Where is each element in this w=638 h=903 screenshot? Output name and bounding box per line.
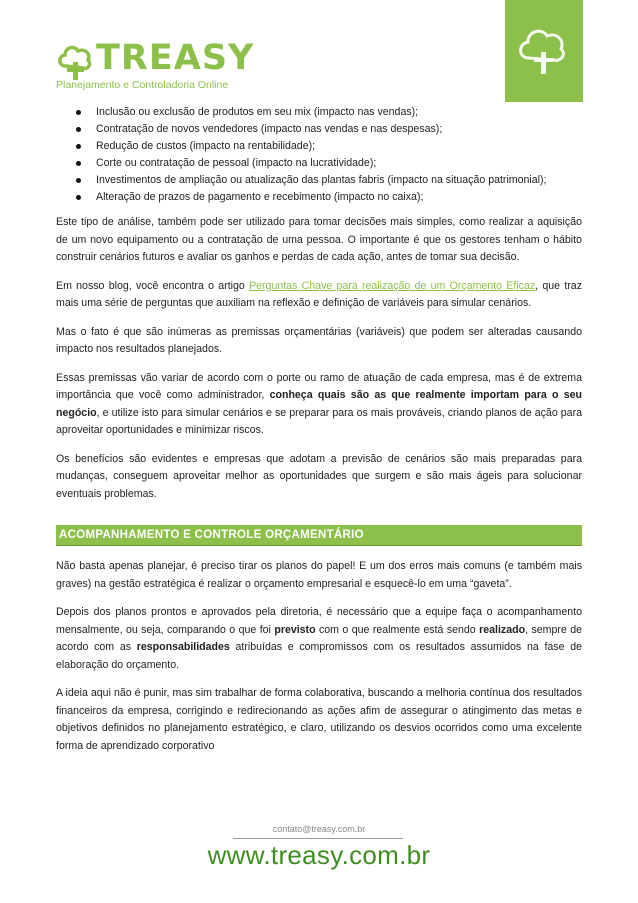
paragraph-business-premises: Essas premissas vão variar de acordo com o porte ou ramo de atuação de cada empresa, mas é de extrema importância que você como administrador, conheça quais são as que realmente importam para o seu negócio, e utilize isto para simular cenários e se preparar para os mais prováveis, criando planos de ação para aproveitar oportunidades e minimizar riscos.	[56, 371, 582, 436]
paragraph-planning: Não basta apenas planejar, é preciso tirar os planos do papel! E um dos erros mais comuns (e também mais graves) na gestão estratégica é realizar o orçamento empresarial e esquecê-lo em uma “gaveta”.	[56, 560, 582, 590]
emphasis-text: realizado	[479, 623, 526, 636]
footer-divider	[233, 838, 403, 839]
section-heading: ACOMPANHAMENTO E CONTROLE ORÇAMENTÁRIO	[56, 525, 582, 546]
paragraph-premises: Mas o fato é que são inúmeras as premissas orçamentárias (variáveis) que podem ser alteradas causando impacto nos resultados planejados.	[56, 325, 582, 355]
logo-tagline: Planejamento e Controladoria Online	[56, 79, 229, 91]
treasy-logo	[56, 36, 276, 96]
list-item: Inclusão ou exclusão de produtos em seu mix (impacto nas vendas);	[56, 104, 582, 121]
logo-wordmark: TREASY	[96, 38, 255, 78]
list-item: Investimentos de ampliação ou atualização das plantas fabris (impacto na situação patrimonial);	[56, 172, 582, 189]
list-item: Redução de custos (impacto na rentabilidade);	[56, 138, 582, 155]
paragraph-collaboration: A ideia aqui não é punir, mas sim trabalhar de forma colaborativa, buscando a melhoria contínua dos resultados financeiros da empresa, corrigindo e redirecionando as ações afim de assegurar o atingimento das metas e objetivos definidos no planejamento estratégico, e claro, utilizando os desvios ocorridos como uma excelente forma de aprendizado corporativo	[56, 687, 582, 752]
paragraph-scenario-analysis: Este tipo de análise, também pode ser utilizado para tomar decisões mais simples, como realizar a aquisição de um novo equipamento ou a contratação de uma pessoa. O importante é que os gestores tenham o hábito construir cenários futuros e avaliar os ganhos e perdas de cada ação, antes de tomar sua decisão.	[56, 216, 582, 263]
list-item: Corte ou contratação de pessoal (impacto na lucratividade);	[56, 155, 582, 172]
list-item: Contratação de novos vendedores (impacto nas vendas e nas despesas);	[56, 121, 582, 138]
emphasis-text: responsabilidades	[136, 641, 230, 653]
impact-bullet-list	[56, 104, 582, 206]
bullet-icon	[76, 195, 81, 200]
bullet-icon	[76, 161, 81, 166]
bullet-icon	[76, 178, 81, 183]
paragraph-benefits: Os benefícios são evidentes e empresas que adotam a previsão de cenários são mais preparadas para mudanças, conseguem aproveitar melhor as oportunidades que surgem e são mais ágeis para solucionar eventuais problemas.	[56, 452, 582, 500]
tree-icon	[56, 42, 94, 82]
tree-icon	[515, 24, 573, 78]
bullet-icon	[76, 127, 81, 132]
paragraph-blog-reference: Em nosso blog, você encontra o artigo Perguntas Chave para realização de um Orçamento Eficaz, que traz mais uma série de perguntas que auxiliam na reflexão e definição de variáveis para simular cenários.	[56, 279, 582, 309]
corner-brand-block	[505, 0, 583, 102]
article-link[interactable]: Perguntas Chave para realização de um Orçamento Eficaz	[249, 279, 536, 292]
paragraph-monitoring: Depois dos planos prontos e aprovados pela diretoria, é necessário que a equipe faça o acompanhamento mensalmente, ou seja, comparando o que foi previsto com o que realmente está sendo realizado, sempre de acordo com as responsabilidades atribuídas e compromissos com os resultados assumidos na fase de elaboração do orçamento.	[56, 606, 582, 671]
footer-website-link[interactable]: www.treasy.com.br	[207, 840, 431, 870]
emphasis-text: previsto	[274, 623, 316, 636]
bullet-icon	[76, 144, 81, 149]
list-item: Alteração de prazos de pagamento e recebimento (impacto no caixa);	[56, 189, 582, 206]
footer-email: contato@treasy.com.br	[272, 824, 366, 834]
page-content	[56, 104, 582, 766]
emphasis-text: conheça quais são as que realmente importam para o seu negócio	[56, 389, 582, 419]
bullet-icon	[76, 110, 81, 115]
